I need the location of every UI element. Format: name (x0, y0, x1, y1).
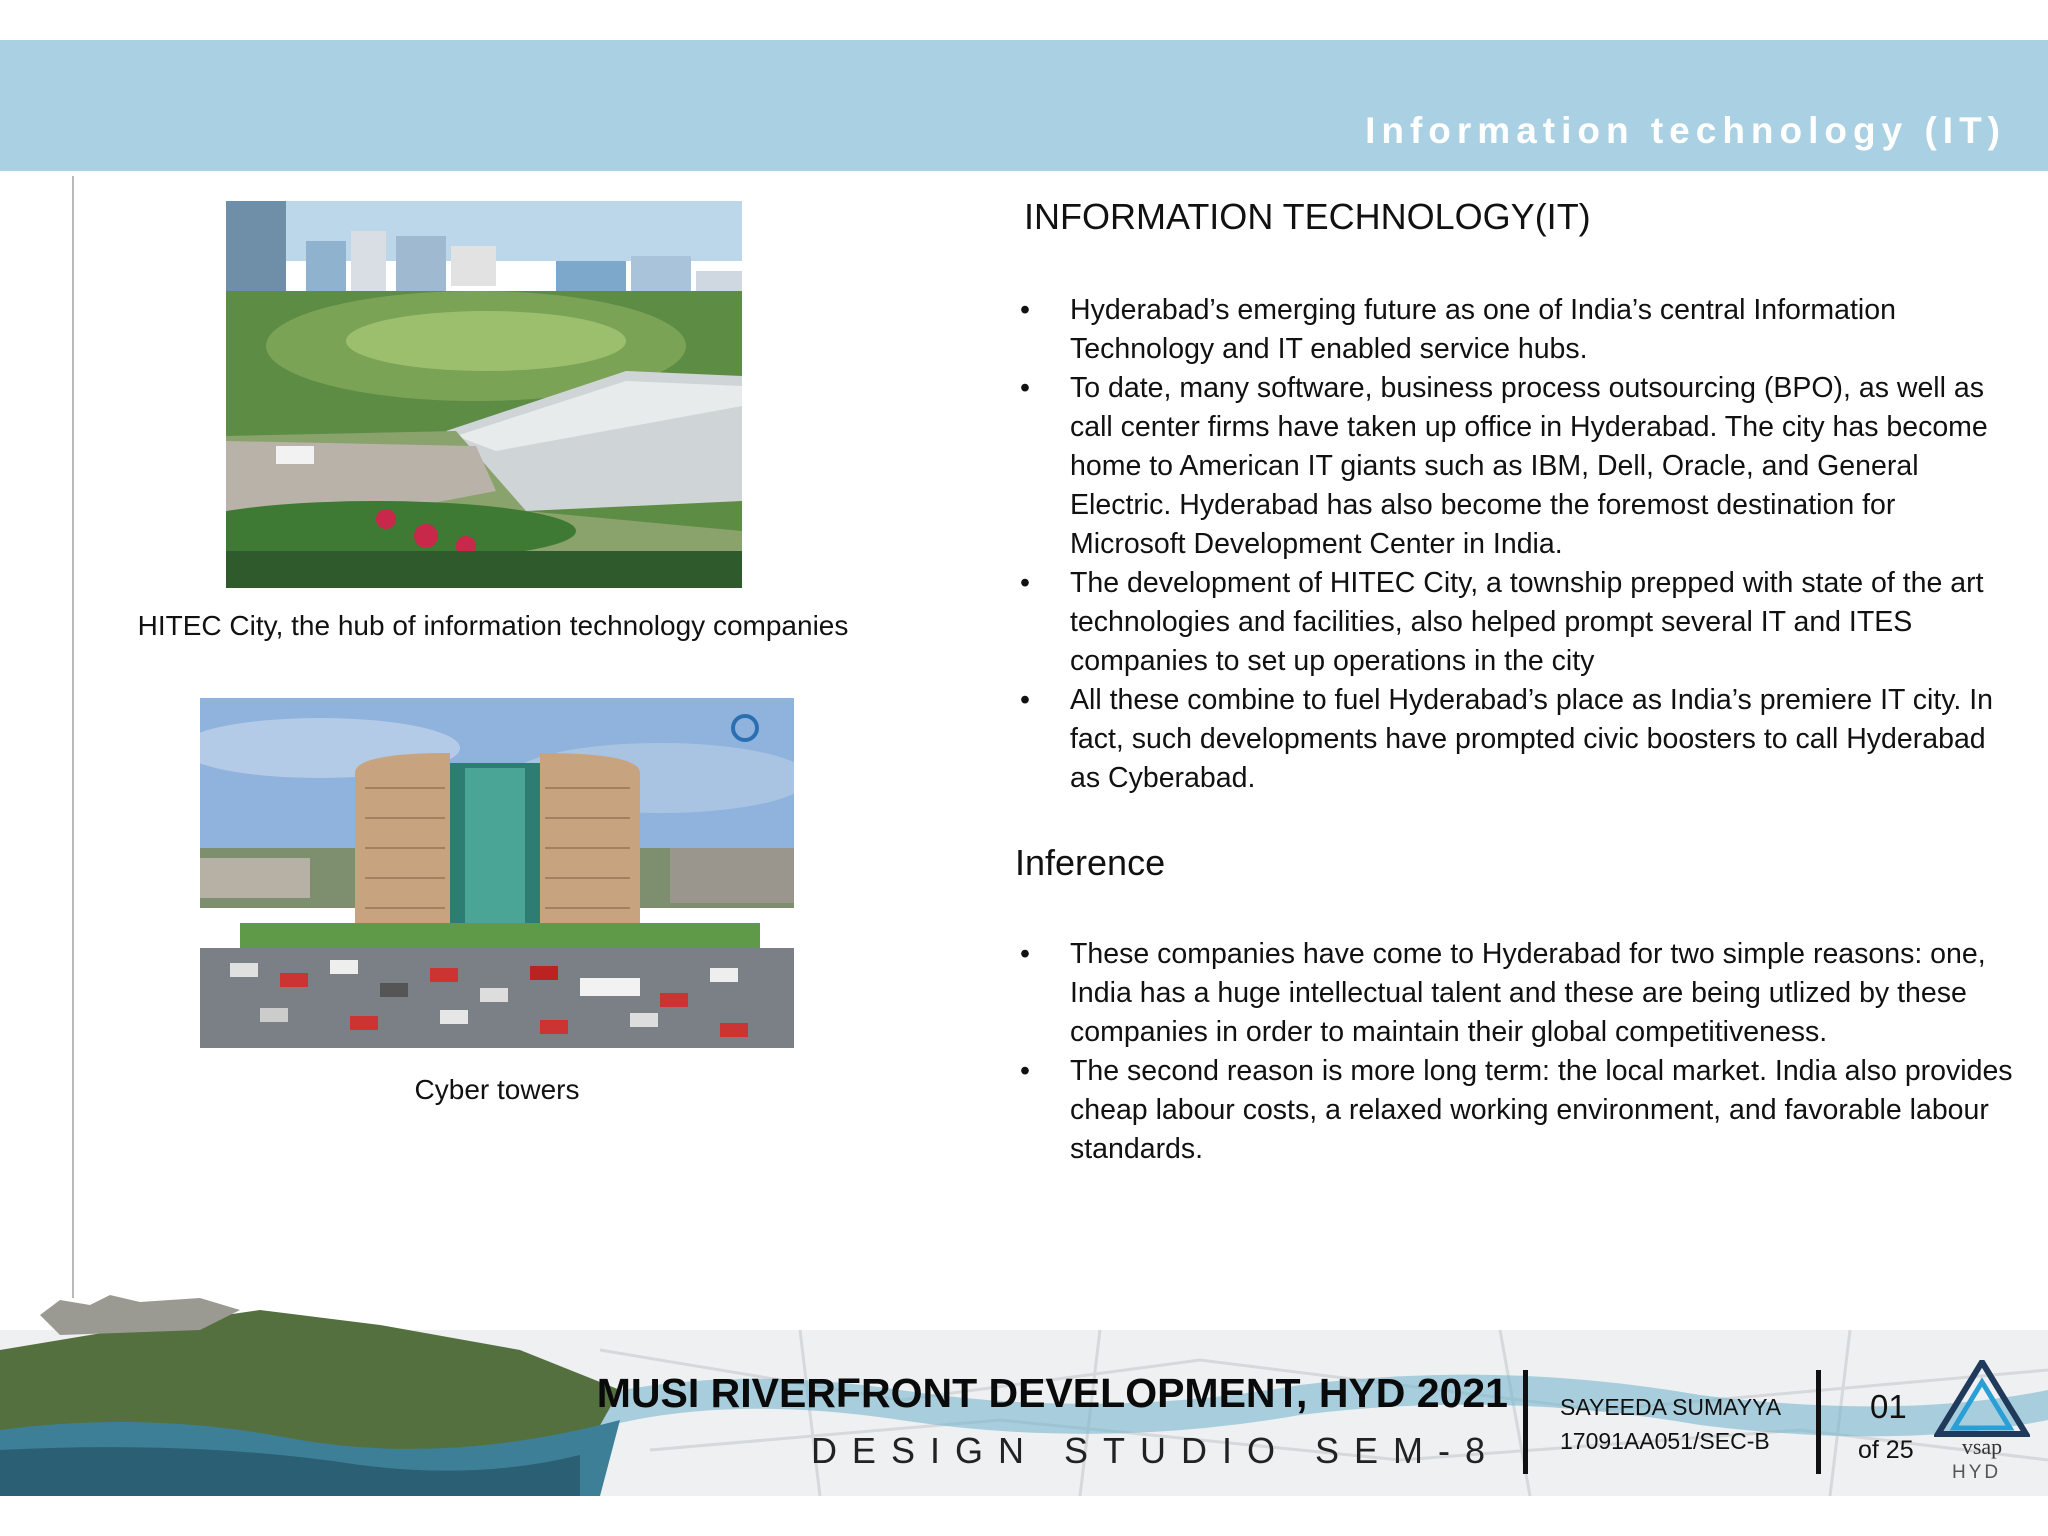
bullet-icon: • (1020, 567, 1030, 599)
page-number: 01 (1870, 1388, 1907, 1425)
footer-divider (1523, 1370, 1528, 1474)
cyber-towers-caption: Cyber towers (414, 1074, 580, 1105)
page-title: INFORMATION TECHNOLOGY(IT) (1024, 196, 1591, 237)
header-title: Information technology (IT) (1365, 110, 2006, 151)
list-item: • All these combine to fuel Hyderabad’s place as India’s premiere IT city. In fact, such developments have prompted civic boosters to call Hyderabad as Cyberabad. (1015, 681, 2015, 798)
inference-heading: Inference (1015, 842, 1166, 883)
hitec-city-caption: HITEC City, the hub of information technology companies (137, 610, 849, 641)
list-item: • Hyderabad’s emerging future as one of India’s central Information Technology and IT enabled service hubs. (1015, 291, 2015, 369)
bullet-icon: • (1020, 684, 1030, 716)
inference-bullet-list (1015, 935, 2015, 1169)
list-item: • These companies have come to Hyderabad for two simple reasons: one, India has a huge intellectual talent and these are being utlized by these companies in order to maintain their global competitiveness. (1015, 935, 2015, 1052)
list-item: • The second reason is more long term: the local market. India also provides cheap labour costs, a relaxed working environment, and favorable labour standards. (1015, 1052, 2015, 1169)
list-item: • To date, many software, business process outsourcing (BPO), as well as call center firms have taken up office in Hyderabad. The city has become home to American IT giants such as IBM, Dell, Oracle, and General Electric. Hyderabad has also become the foremost destination for Microsoft Development Center in India. (1015, 369, 2015, 564)
cyber-towers-photo (200, 698, 794, 1048)
bullet-icon: • (1020, 372, 1030, 404)
project-title: MUSI RIVERFRONT DEVELOPMENT, HYD 2021 (596, 1370, 1508, 1416)
logo-text: vsap (1961, 1434, 2003, 1459)
page-total: of 25 (1858, 1436, 1914, 1464)
bullet-icon: • (1020, 938, 1030, 970)
footer-divider (1816, 1370, 1821, 1474)
author-name: SAYEEDA SUMAYYA (1560, 1394, 1782, 1420)
it-bullet-list (1015, 291, 2015, 798)
left-divider (72, 176, 74, 1298)
list-item: • The development of HITEC City, a township prepped with state of the art technologies and facilities, also helped prompt several IT and ITES companies to set up operations in the city (1015, 564, 2015, 681)
hitec-city-photo (226, 201, 742, 588)
bullet-icon: • (1020, 294, 1030, 326)
logo-city: HYD (1952, 1462, 2002, 1483)
bullet-icon: • (1020, 1055, 1030, 1087)
studio-subtitle: DESIGN STUDIO SEM-8 (810, 1430, 1500, 1471)
author-id: 17091AA051/SEC-B (1560, 1428, 1770, 1454)
